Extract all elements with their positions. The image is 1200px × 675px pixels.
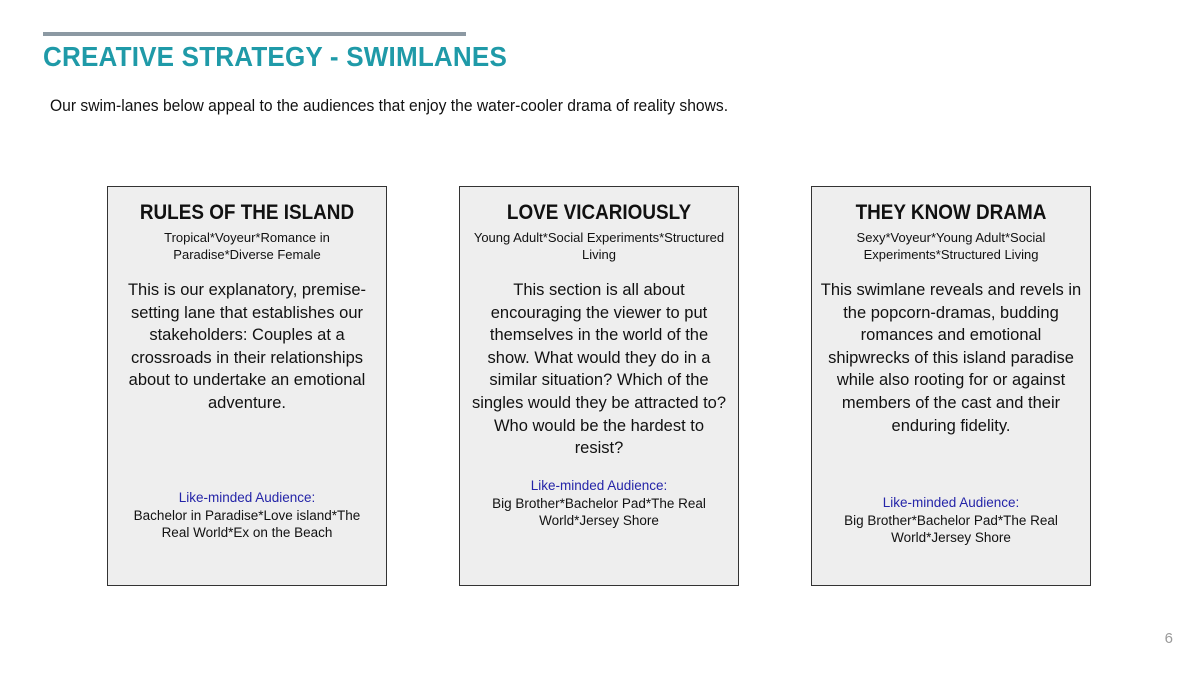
lane-description: This swimlane reveals and revels in the popcorn-dramas, budding romances and emotional shipwrecks of this island paradise while also rooting for or against members of the cast and their enduring fidelity. (820, 281, 1082, 435)
slide-subtitle: Our swim-lanes below appeal to the audiences that enjoy the water-cooler drama of reality shows. (50, 96, 729, 115)
audience-shows: Bachelor in Paradise*Love island*The Real World*Ex on the Beach (133, 507, 361, 540)
slide-title: CREATIVE STRATEGY - SWIMLANES (43, 41, 508, 72)
page-number: 6 (1164, 630, 1173, 647)
audience-shows: Big Brother*Bachelor Pad*The Real World*Jersey Shore (492, 495, 706, 528)
lane-description: This section is all about encouraging the viewer to put themselves in the world of the show. What would they do in a similar situation? Which of the singles would they be attracted to? Who would be the hardest to resist? (471, 281, 727, 458)
lane-tags: Sexy*Voyeur*Young Adult*Social Experiments*Structured Living (856, 230, 1046, 262)
lane-tags: Tropical*Voyeur*Romance in Paradise*Diverse Female (164, 230, 330, 262)
lane-title: LOVE VICARIOUSLY (506, 201, 692, 224)
audience-label: Like-minded Audience: (530, 478, 668, 493)
title-rule (43, 32, 466, 36)
lane-title: RULES OF THE ISLAND (139, 201, 355, 224)
lane-description: This is our explanatory, premise-setting lane that establishes our stakeholders: Couples at a crossroads in their relationships about to undertake an emotional adventure. (127, 281, 367, 412)
lane-audience (118, 489, 376, 542)
lane-audience (822, 494, 1080, 547)
swimlane-rules-of-the-island (107, 186, 387, 586)
lane-audience (470, 477, 728, 530)
lane-tags: Young Adult*Social Experiments*Structured Living (473, 230, 725, 262)
audience-label: Like-minded Audience: (178, 490, 316, 505)
swimlane-love-vicariously (459, 186, 739, 586)
lane-title: THEY KNOW DRAMA (855, 201, 1047, 224)
audience-label: Like-minded Audience: (882, 495, 1020, 510)
audience-shows: Big Brother*Bachelor Pad*The Real World*Jersey Shore (844, 512, 1058, 545)
swimlane-they-know-drama (811, 186, 1091, 586)
